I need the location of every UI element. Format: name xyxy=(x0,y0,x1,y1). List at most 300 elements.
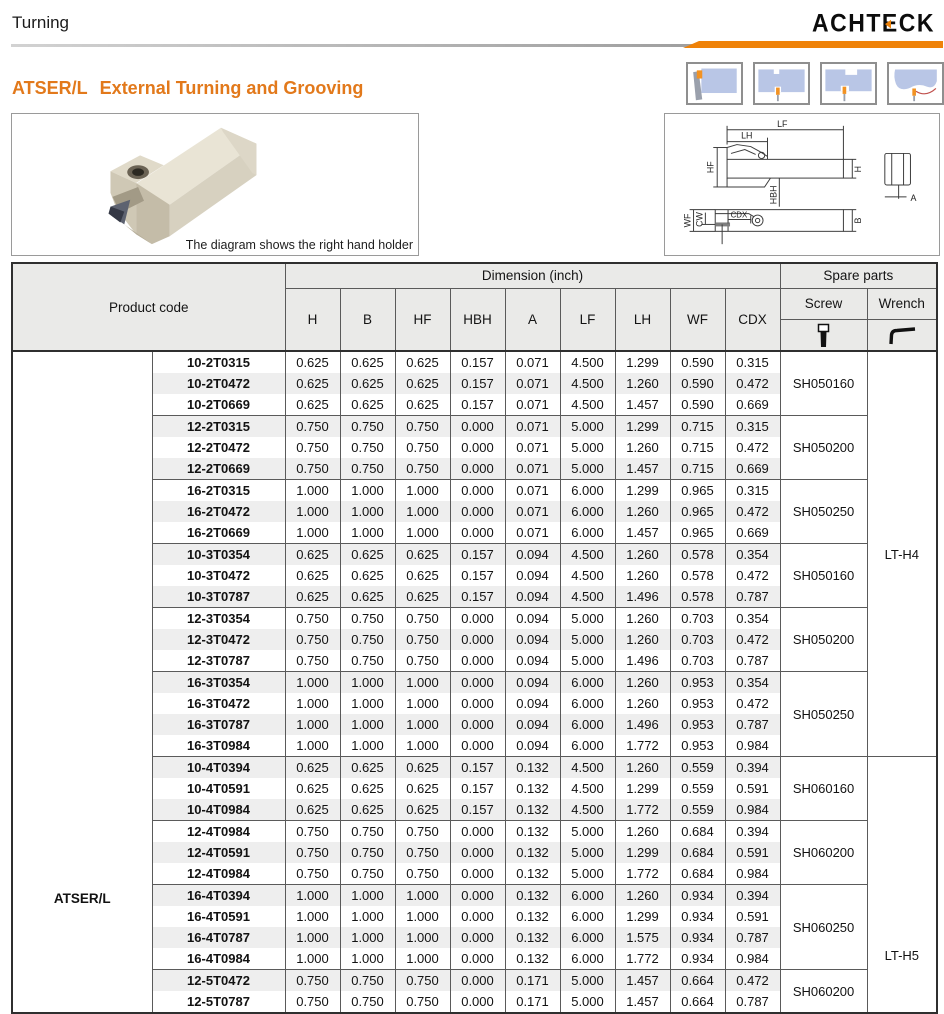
product-code-cell: 12-5T0472 xyxy=(152,970,285,992)
dimension-value-cell: 4.500 xyxy=(560,799,615,821)
product-code-cell: 10-4T0591 xyxy=(152,778,285,799)
dimension-value-cell: 1.000 xyxy=(395,522,450,544)
dimension-value-cell: 6.000 xyxy=(560,714,615,735)
dimension-value-cell: 1.000 xyxy=(340,714,395,735)
dimension-value-cell: 1.772 xyxy=(615,863,670,885)
shallow-grooving-icon xyxy=(753,62,810,105)
dimension-value-cell: 0.750 xyxy=(285,608,340,630)
col-header-lh: LH xyxy=(615,288,670,351)
dimension-value-cell: 1.260 xyxy=(615,672,670,694)
dimension-value-cell: 1.000 xyxy=(395,885,450,907)
dim-label-hf: HF xyxy=(705,161,716,174)
dim-label-h: H xyxy=(853,166,864,173)
dimension-value-cell: 1.000 xyxy=(340,672,395,694)
dimension-value-cell: 0.578 xyxy=(670,544,725,566)
dimension-value-cell: 5.000 xyxy=(560,821,615,843)
product-code-cell: 12-2T0472 xyxy=(152,437,285,458)
dimension-value-cell: 0.625 xyxy=(340,351,395,373)
dimension-value-cell: 0.750 xyxy=(340,416,395,438)
dimension-value-cell: 6.000 xyxy=(560,501,615,522)
dimension-value-cell: 5.000 xyxy=(560,629,615,650)
product-code-cell: 10-3T0787 xyxy=(152,586,285,608)
col-header-a: A xyxy=(505,288,560,351)
dimension-value-cell: 0.625 xyxy=(395,586,450,608)
product-code-cell: 16-2T0315 xyxy=(152,480,285,502)
dimension-value-cell: 0.750 xyxy=(285,821,340,843)
dimension-value-cell: 0.953 xyxy=(670,735,725,757)
dimension-value-cell: 0.703 xyxy=(670,608,725,630)
dimension-value-cell: 0.625 xyxy=(340,565,395,586)
dim-label-wf: WF xyxy=(682,213,693,228)
dimension-value-cell: 0.094 xyxy=(505,565,560,586)
dimension-value-cell: 1.000 xyxy=(285,906,340,927)
product-code-cell: 10-2T0315 xyxy=(152,351,285,373)
dimension-value-cell: 0.934 xyxy=(670,906,725,927)
dim-label-hbh: HBH xyxy=(768,185,779,205)
dimension-value-cell: 0.750 xyxy=(340,991,395,1013)
profiling-icon xyxy=(887,62,944,105)
dimension-value-cell: 0.000 xyxy=(450,458,505,480)
col-header-h: H xyxy=(285,288,340,351)
dimension-value-cell: 6.000 xyxy=(560,885,615,907)
dimension-value-cell: 0.625 xyxy=(395,351,450,373)
dimension-value-cell: 0.787 xyxy=(725,714,780,735)
screw-icon-cell xyxy=(780,319,867,351)
product-code-cell: 10-4T0394 xyxy=(152,757,285,779)
screw-code-cell: SH060250 xyxy=(780,885,867,970)
dimension-value-cell: 0.094 xyxy=(505,714,560,735)
wrench-code-label: LT-H4 xyxy=(884,546,920,562)
dimension-value-cell: 6.000 xyxy=(560,948,615,970)
dimension-value-cell: 1.496 xyxy=(615,650,670,672)
dimension-value-cell: 0.000 xyxy=(450,650,505,672)
dimension-diagram xyxy=(665,114,939,255)
dimension-value-cell: 0.750 xyxy=(340,821,395,843)
dimension-value-cell: 0.984 xyxy=(725,948,780,970)
dimension-value-cell: 0.354 xyxy=(725,672,780,694)
dimension-value-cell: 0.625 xyxy=(340,778,395,799)
dimension-value-cell: 1.000 xyxy=(285,480,340,502)
product-code-cell: 10-2T0472 xyxy=(152,373,285,394)
dimension-value-cell: 1.000 xyxy=(340,480,395,502)
dimension-value-cell: 0.953 xyxy=(670,693,725,714)
product-code-cell: 12-2T0315 xyxy=(152,416,285,438)
dimension-value-cell: 0.094 xyxy=(505,672,560,694)
dimension-value-cell: 1.000 xyxy=(395,927,450,948)
screw-code-cell: SH060200 xyxy=(780,821,867,885)
dimension-value-cell: 1.457 xyxy=(615,991,670,1013)
dimension-value-cell: 0.071 xyxy=(505,416,560,438)
dimension-value-cell: 0.094 xyxy=(505,544,560,566)
dimension-value-cell: 0.000 xyxy=(450,437,505,458)
dimension-value-cell: 0.590 xyxy=(670,373,725,394)
dimension-value-cell: 0.472 xyxy=(725,970,780,992)
dimension-value-cell: 0.750 xyxy=(340,608,395,630)
dimension-value-cell: 0.750 xyxy=(340,863,395,885)
dimension-value-cell: 1.299 xyxy=(615,416,670,438)
product-code-cell: 16-3T0472 xyxy=(152,693,285,714)
dimension-value-cell: 0.750 xyxy=(395,991,450,1013)
dimension-value-cell: 0.157 xyxy=(450,757,505,779)
dimension-value-cell: 0.132 xyxy=(505,757,560,779)
product-code-header: Product code xyxy=(12,263,285,351)
dimension-value-cell: 1.457 xyxy=(615,394,670,416)
dimension-value-cell: 0.071 xyxy=(505,373,560,394)
product-code-cell: 10-4T0984 xyxy=(152,799,285,821)
dimension-value-cell: 1.496 xyxy=(615,714,670,735)
dimension-value-cell: 1.260 xyxy=(615,544,670,566)
dimension-value-cell: 0.787 xyxy=(725,650,780,672)
dimension-value-cell: 4.500 xyxy=(560,778,615,799)
product-code-cell: 12-4T0984 xyxy=(152,863,285,885)
dimension-value-cell: 1.299 xyxy=(615,778,670,799)
dimension-value-cell: 0.750 xyxy=(395,970,450,992)
dimension-value-cell: 0.625 xyxy=(285,373,340,394)
dimension-value-cell: 0.715 xyxy=(670,458,725,480)
dimension-value-cell: 1.000 xyxy=(395,672,450,694)
dimension-value-cell: 0.132 xyxy=(505,863,560,885)
dimension-value-cell: 0.559 xyxy=(670,757,725,779)
dimension-value-cell: 1.260 xyxy=(615,565,670,586)
page-title-code: ATSER/L xyxy=(12,78,88,98)
dimension-value-cell: 0.094 xyxy=(505,586,560,608)
dimension-value-cell: 0.171 xyxy=(505,970,560,992)
wrench-code-cell xyxy=(867,757,937,1014)
screw-code-cell: SH050160 xyxy=(780,544,867,608)
photo-caption: The diagram shows the right hand holder xyxy=(185,238,413,252)
dimension-value-cell: 0.157 xyxy=(450,565,505,586)
dimension-value-cell: 4.500 xyxy=(560,394,615,416)
dimension-value-cell: 0.625 xyxy=(340,544,395,566)
dimension-value-cell: 0.132 xyxy=(505,778,560,799)
dimension-value-cell: 0.590 xyxy=(670,351,725,373)
table-body xyxy=(12,351,937,1013)
dimension-value-cell: 0.157 xyxy=(450,799,505,821)
dim-label-lf: LF xyxy=(777,118,788,129)
dimension-value-cell: 1.260 xyxy=(615,885,670,907)
dimension-value-cell: 0.071 xyxy=(505,522,560,544)
dimension-value-cell: 0.715 xyxy=(670,416,725,438)
wrench-header: Wrench xyxy=(867,288,937,319)
dimension-value-cell: 0.965 xyxy=(670,522,725,544)
dimension-value-cell: 5.000 xyxy=(560,970,615,992)
dimension-value-cell: 0.132 xyxy=(505,906,560,927)
dimension-value-cell: 0.625 xyxy=(340,757,395,779)
dimension-value-cell: 0.394 xyxy=(725,821,780,843)
dimension-value-cell: 0.625 xyxy=(395,778,450,799)
dimension-value-cell: 0.703 xyxy=(670,650,725,672)
dimension-value-cell: 0.625 xyxy=(285,394,340,416)
dimension-value-cell: 0.625 xyxy=(395,373,450,394)
dimension-value-cell: 0.750 xyxy=(285,416,340,438)
dimension-value-cell: 1.000 xyxy=(285,885,340,907)
dimension-diagram-box xyxy=(664,113,940,256)
product-code-cell: 16-2T0472 xyxy=(152,501,285,522)
dimension-value-cell: 1.299 xyxy=(615,842,670,863)
dimension-value-cell: 1.000 xyxy=(285,927,340,948)
dimension-value-cell: 0.132 xyxy=(505,948,560,970)
dimension-value-cell: 0.315 xyxy=(725,480,780,502)
spec-table-header xyxy=(12,263,937,351)
dimension-value-cell: 0.625 xyxy=(395,394,450,416)
section-label: Turning xyxy=(12,13,70,32)
dimension-value-cell: 0.703 xyxy=(670,629,725,650)
dimension-value-cell: 0.000 xyxy=(450,672,505,694)
dimension-value-cell: 0.625 xyxy=(285,757,340,779)
dimension-value-cell: 0.625 xyxy=(285,799,340,821)
product-code-cell: 12-3T0354 xyxy=(152,608,285,630)
dimension-value-cell: 0.000 xyxy=(450,693,505,714)
dimension-value-cell: 0.071 xyxy=(505,458,560,480)
dimension-value-cell: 4.500 xyxy=(560,373,615,394)
screw-code-cell: SH060160 xyxy=(780,757,867,821)
dimension-value-cell: 0.953 xyxy=(670,714,725,735)
dimension-value-cell: 0.750 xyxy=(395,416,450,438)
dimension-value-cell: 1.000 xyxy=(395,948,450,970)
dimension-value-cell: 0.472 xyxy=(725,373,780,394)
dimension-value-cell: 0.559 xyxy=(670,778,725,799)
dimension-value-cell: 1.299 xyxy=(615,906,670,927)
dimension-value-cell: 0.000 xyxy=(450,821,505,843)
dimension-value-cell: 0.071 xyxy=(505,394,560,416)
product-code-cell: 12-4T0591 xyxy=(152,842,285,863)
dimension-value-cell: 0.625 xyxy=(285,351,340,373)
dimension-value-cell: 0.625 xyxy=(340,373,395,394)
dimension-value-cell: 0.000 xyxy=(450,991,505,1013)
product-code-cell: 16-4T0394 xyxy=(152,885,285,907)
dimension-value-cell: 1.772 xyxy=(615,799,670,821)
dimension-value-cell: 0.684 xyxy=(670,842,725,863)
dimension-value-cell: 0.559 xyxy=(670,799,725,821)
dimension-value-cell: 0.000 xyxy=(450,842,505,863)
wrench-icon xyxy=(886,324,918,348)
dimension-value-cell: 0.750 xyxy=(395,863,450,885)
dimension-value-cell: 1.496 xyxy=(615,586,670,608)
dimension-value-cell: 0.354 xyxy=(725,544,780,566)
dimension-value-cell: 1.000 xyxy=(340,522,395,544)
dimension-value-cell: 0.750 xyxy=(285,970,340,992)
screw-code-cell: SH050250 xyxy=(780,672,867,757)
product-code-cell: 12-3T0472 xyxy=(152,629,285,650)
dimension-value-cell: 1.260 xyxy=(615,693,670,714)
product-code-cell: 16-4T0787 xyxy=(152,927,285,948)
dimension-value-cell: 0.750 xyxy=(285,842,340,863)
dimension-value-cell: 1.000 xyxy=(340,906,395,927)
dimension-value-cell: 0.000 xyxy=(450,735,505,757)
product-code-cell: 10-3T0354 xyxy=(152,544,285,566)
dimension-value-cell: 0.590 xyxy=(670,394,725,416)
dimension-value-cell: 0.094 xyxy=(505,650,560,672)
dimension-value-cell: 0.591 xyxy=(725,906,780,927)
dimension-value-cell: 0.157 xyxy=(450,778,505,799)
dimension-value-cell: 1.000 xyxy=(340,927,395,948)
col-header-hbh: HBH xyxy=(450,288,505,351)
dimension-value-cell: 0.000 xyxy=(450,416,505,438)
screw-code-cell: SH050200 xyxy=(780,608,867,672)
dimension-value-cell: 0.315 xyxy=(725,416,780,438)
dimension-value-cell: 0.071 xyxy=(505,501,560,522)
dimension-value-cell: 1.457 xyxy=(615,970,670,992)
dimension-value-cell: 0.472 xyxy=(725,629,780,650)
spare-parts-header: Spare parts xyxy=(780,263,937,288)
dim-label-a: A xyxy=(910,192,917,203)
dimension-value-cell: 0.472 xyxy=(725,437,780,458)
dimension-value-cell: 4.500 xyxy=(560,544,615,566)
dimension-value-cell: 1.000 xyxy=(285,672,340,694)
dimension-value-cell: 0.625 xyxy=(340,586,395,608)
dimension-value-cell: 0.094 xyxy=(505,608,560,630)
product-code-cell: 10-3T0472 xyxy=(152,565,285,586)
dimension-value-cell: 0.157 xyxy=(450,586,505,608)
dim-label-cw: CW xyxy=(694,212,705,227)
dimension-value-cell: 5.000 xyxy=(560,416,615,438)
dimension-value-cell: 0.750 xyxy=(395,458,450,480)
dimension-value-cell: 1.000 xyxy=(285,735,340,757)
dimension-value-cell: 0.000 xyxy=(450,714,505,735)
dimension-value-cell: 1.260 xyxy=(615,629,670,650)
dimension-value-cell: 0.664 xyxy=(670,991,725,1013)
dimension-value-cell: 0.984 xyxy=(725,735,780,757)
dimension-value-cell: 0.750 xyxy=(395,608,450,630)
dimension-value-cell: 0.750 xyxy=(285,650,340,672)
product-code-cell: 16-2T0669 xyxy=(152,522,285,544)
dimension-value-cell: 1.000 xyxy=(340,885,395,907)
dimension-value-cell: 1.260 xyxy=(615,821,670,843)
brand-logo xyxy=(812,9,935,38)
dimension-value-cell: 0.750 xyxy=(340,458,395,480)
dimension-value-cell: 5.000 xyxy=(560,863,615,885)
dimension-value-cell: 0.750 xyxy=(395,629,450,650)
dimension-value-cell: 0.750 xyxy=(395,650,450,672)
wrench-code-label: LT-H5 xyxy=(884,948,920,963)
dimension-value-cell: 1.000 xyxy=(285,522,340,544)
dimension-value-cell: 1.000 xyxy=(285,714,340,735)
dimension-value-cell: 1.000 xyxy=(395,480,450,502)
dim-label-lh: LH xyxy=(741,130,753,141)
dimension-value-cell: 0.625 xyxy=(285,544,340,566)
dimension-value-cell: 0.472 xyxy=(725,565,780,586)
dimension-value-cell: 0.472 xyxy=(725,501,780,522)
external-turning-icon xyxy=(686,62,743,105)
dimension-value-cell: 0.787 xyxy=(725,927,780,948)
dimension-value-cell: 0.669 xyxy=(725,522,780,544)
col-header-b: B xyxy=(340,288,395,351)
dimension-value-cell: 0.625 xyxy=(395,565,450,586)
dimension-value-cell: 0.715 xyxy=(670,437,725,458)
dimension-value-cell: 0.750 xyxy=(285,458,340,480)
holder-photo-box xyxy=(11,113,419,256)
dimension-value-cell: 1.299 xyxy=(615,351,670,373)
dimension-value-cell: 4.500 xyxy=(560,586,615,608)
dimension-header: Dimension (inch) xyxy=(285,263,780,288)
screw-code-cell: SH050160 xyxy=(780,351,867,416)
dimension-value-cell: 1.457 xyxy=(615,522,670,544)
dimension-value-cell: 6.000 xyxy=(560,693,615,714)
dimension-value-cell: 0.750 xyxy=(285,437,340,458)
dimension-value-cell: 1.772 xyxy=(615,735,670,757)
dimension-value-cell: 5.000 xyxy=(560,458,615,480)
dimension-value-cell: 6.000 xyxy=(560,735,615,757)
product-family-cell xyxy=(12,351,152,1013)
dimension-value-cell: 0.965 xyxy=(670,480,725,502)
dimension-value-cell: 0.625 xyxy=(285,586,340,608)
dimension-value-cell: 1.000 xyxy=(285,501,340,522)
dim-label-b: B xyxy=(853,217,864,224)
dimension-value-cell: 0.000 xyxy=(450,522,505,544)
dimension-value-cell: 1.260 xyxy=(615,608,670,630)
dimension-value-cell: 0.625 xyxy=(340,799,395,821)
dimension-value-cell: 0.000 xyxy=(450,885,505,907)
brand-accent-notch xyxy=(885,20,891,29)
dimension-value-cell: 0.157 xyxy=(450,373,505,394)
dimension-value-cell: 0.000 xyxy=(450,608,505,630)
product-code-cell: 16-3T0787 xyxy=(152,714,285,735)
dimension-value-cell: 4.500 xyxy=(560,351,615,373)
dimension-value-cell: 1.000 xyxy=(285,693,340,714)
product-code-cell: 12-2T0669 xyxy=(152,458,285,480)
brand-text: ACHTECK xyxy=(812,9,935,38)
dimension-value-cell: 1.575 xyxy=(615,927,670,948)
dimension-value-cell: 0.132 xyxy=(505,821,560,843)
screw-code-cell: SH060200 xyxy=(780,970,867,1014)
dimension-value-cell: 6.000 xyxy=(560,906,615,927)
dimension-value-cell: 0.984 xyxy=(725,799,780,821)
dimension-value-cell: 0.953 xyxy=(670,672,725,694)
dimension-value-cell: 6.000 xyxy=(560,927,615,948)
product-code-cell: 12-3T0787 xyxy=(152,650,285,672)
dimension-value-cell: 0.684 xyxy=(670,863,725,885)
screw-icon xyxy=(815,323,832,349)
dimension-value-cell: 0.157 xyxy=(450,544,505,566)
product-code-cell: 16-4T0984 xyxy=(152,948,285,970)
screw-header: Screw xyxy=(780,288,867,319)
dimension-value-cell: 1.000 xyxy=(340,693,395,714)
header-divider-accent xyxy=(683,41,943,48)
spec-table xyxy=(11,262,938,1014)
dimension-value-cell: 0.625 xyxy=(395,799,450,821)
dimension-value-cell: 4.500 xyxy=(560,565,615,586)
dimension-value-cell: 1.000 xyxy=(395,693,450,714)
dimension-value-cell: 1.260 xyxy=(615,501,670,522)
dimension-value-cell: 1.000 xyxy=(340,501,395,522)
dimension-value-cell: 0.625 xyxy=(395,757,450,779)
dimension-value-cell: 0.664 xyxy=(670,970,725,992)
dimension-value-cell: 6.000 xyxy=(560,672,615,694)
dimension-value-cell: 0.625 xyxy=(395,544,450,566)
dimension-value-cell: 0.157 xyxy=(450,394,505,416)
dimension-value-cell: 1.000 xyxy=(395,714,450,735)
dimension-value-cell: 1.000 xyxy=(285,948,340,970)
dimension-value-cell: 0.578 xyxy=(670,586,725,608)
dimension-value-cell: 0.094 xyxy=(505,693,560,714)
page-title xyxy=(12,78,363,99)
dimension-value-cell: 0.625 xyxy=(285,778,340,799)
dimension-value-cell: 0.000 xyxy=(450,948,505,970)
dimension-value-cell: 0.000 xyxy=(450,863,505,885)
dimension-value-cell: 1.000 xyxy=(340,735,395,757)
dimension-value-cell: 1.000 xyxy=(340,948,395,970)
dimension-value-cell: 1.260 xyxy=(615,757,670,779)
dimension-value-cell: 1.260 xyxy=(615,437,670,458)
catalog-page xyxy=(1,0,943,1009)
wrench-icon-cell xyxy=(867,319,937,351)
dimension-value-cell: 0.071 xyxy=(505,437,560,458)
dimension-value-cell: 5.000 xyxy=(560,437,615,458)
dimension-value-cell: 0.472 xyxy=(725,693,780,714)
dimension-value-cell: 6.000 xyxy=(560,480,615,502)
dimension-value-cell: 0.171 xyxy=(505,991,560,1013)
dimension-value-cell: 0.315 xyxy=(725,351,780,373)
